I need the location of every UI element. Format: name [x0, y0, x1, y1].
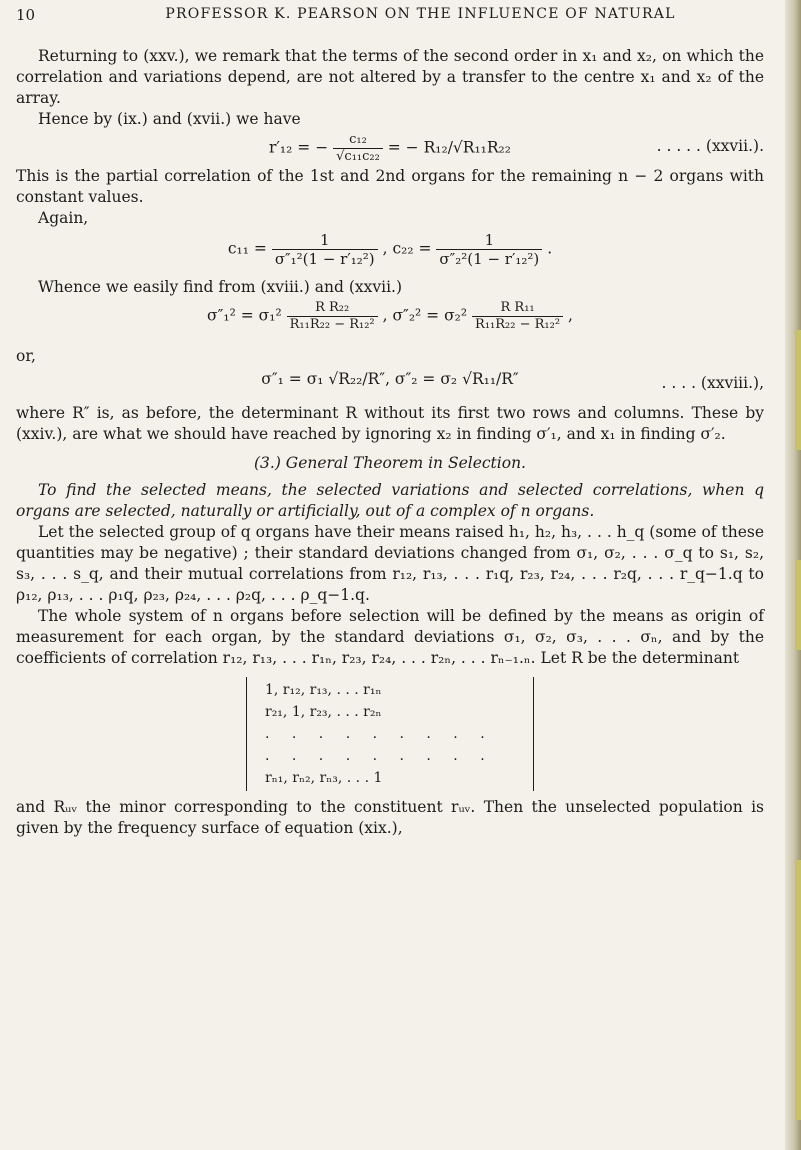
eq-xxviii-body: σ″₁ = σ₁ √R₂₂/R″, σ″₂ = σ₂ √R₁₁/R″	[261, 370, 519, 388]
equation-sigma	[16, 300, 764, 344]
eq-c-den-2: σ″₂²(1 − r′₁₂²)	[439, 250, 540, 268]
eq-c-den-1: σ″₁²(1 − r′₁₂²)	[274, 250, 375, 268]
eq-xxvii-tag: . . . . . (xxvii.).	[656, 137, 764, 155]
paragraph-5: Whence we easily find from (xviii.) and (xxvii.)	[38, 278, 403, 296]
paragraph-1: Returning to (xxv.), we remark that the terms of the second order in x₁ and x₂, on which the correlation and variations depend, are not altered by a transfer to the centre x₁ and x₂ of the array.	[16, 47, 764, 107]
section-heading	[16, 453, 764, 474]
paragraph-3: This is the partial correlation of the 1st and 2nd organs for the remaining n − 2 organs with constant values.	[16, 167, 764, 206]
paragraph-9: The whole system of n organs before selection will be defined by the means as origin of measurement for each organ, by the standard deviations σ₁, σ₂, σ₃, . . . σₙ, and by the coefficients of correlation r₁₂, r₁₃, . . . r₁ₙ, r₂₃, r₂₄, . . . r₂ₙ, . . . rₙ₋₁.ₙ. Let R be the determinant	[16, 607, 764, 667]
eq-xxvii-rhs: = − R₁₂/√R₁₁R₂₂	[387, 138, 511, 157]
page-edge-band	[795, 560, 801, 650]
determinant-R	[246, 677, 534, 791]
paragraph-2: Hence by (ix.) and (xvii.) we have	[38, 110, 301, 128]
eq-xxvii-numerator: c₁₂	[333, 132, 383, 149]
eq-s-den-1: R₁₁R₂₂ − R₁₂²	[289, 317, 375, 332]
eq-s-end: ,	[568, 306, 573, 325]
eq-s-lhs-2: , σ″₂² = σ₂²	[382, 306, 468, 325]
paragraph-8: Let the selected group of q organs have their means raised h₁, h₂, h₃, . . . h_q (some of these quantities may be negative) ; their standard deviations changed from σ₁, σ₂, . . . σ_q to s₁, s₂, s₃, . . . s_q, and their mutual correlations from r₁₂, r₁₃, . . . r₁q, r₂₃, r₂₄, . . . r₂q, . . . r_q−1.q to ρ₁₂, ρ₁₃, . . . ρ₁q, ρ₂₃, ρ₂₄, . . . ρ₂q, . . . ρ_q−1.q.	[16, 523, 764, 604]
eq-c-num-2: 1	[436, 231, 542, 250]
eq-s-num-2: R R₁₁	[472, 300, 563, 317]
eq-c-num-1: 1	[272, 231, 378, 250]
paragraph-10: and Rᵤᵥ the minor corresponding to the constituent rᵤᵥ. Then the unselected population is given by the frequency surface of equation (xix.),	[16, 798, 764, 837]
determinant-row: . . . . . . . . .	[265, 726, 494, 742]
determinant-row: r₂₁, 1, r₂₃, . . . r₂ₙ	[265, 704, 382, 720]
eq-c-lhs-2: , c₂₂ =	[382, 239, 432, 258]
paragraph-7: where R″ is, as before, the determinant R without its first two rows and columns. These by (xxiv.), are what we should have reached by ignoring x₂ in finding σ′₁, and x₁ in finding σ′₂.	[16, 404, 764, 443]
equation-c	[16, 231, 764, 275]
eq-xxvii-lhs: r′₁₂ = −	[269, 138, 329, 157]
eq-s-num-1: R R₂₂	[287, 300, 378, 317]
page-number: 10	[16, 6, 36, 24]
eq-xxvii-denominator: √c₁₁c₂₂	[336, 149, 380, 164]
body-text	[16, 46, 764, 839]
page-edge-band	[795, 330, 801, 450]
eq-s-lhs-1: σ″₁² = σ₁²	[207, 306, 282, 325]
determinant-row: 1, r₁₂, r₁₃, . . . r₁ₙ	[265, 682, 382, 698]
page-header	[0, 6, 801, 30]
eq-xxviii-tag: . . . . (xxviii.),	[661, 374, 764, 392]
equation-xxvii	[16, 132, 764, 164]
determinant-row: . . . . . . . . .	[265, 748, 494, 764]
eq-c-end: .	[547, 239, 553, 258]
eq-s-den-2: R₁₁R₂₂ − R₁₂²	[475, 317, 561, 332]
paragraph-6: or,	[16, 347, 36, 365]
equation-xxviii	[16, 369, 764, 401]
paragraph-4: Again,	[38, 209, 89, 227]
running-title: PROFESSOR K. PEARSON ON THE INFLUENCE OF NATURAL	[165, 6, 676, 22]
page-edge	[785, 0, 801, 1150]
section-heading-text: (3.) General Theorem in Selection.	[254, 454, 526, 472]
theorem-statement: To find the selected means, the selected variations and selected correlations, when q organs are selected, naturally or artificially, out of a complex of n organs.	[16, 481, 764, 520]
determinant-row: rₙ₁, rₙ₂, rₙ₃, . . . 1	[265, 770, 383, 786]
page-edge-band	[795, 860, 801, 1120]
eq-c-lhs-1: c₁₁ =	[227, 239, 267, 258]
